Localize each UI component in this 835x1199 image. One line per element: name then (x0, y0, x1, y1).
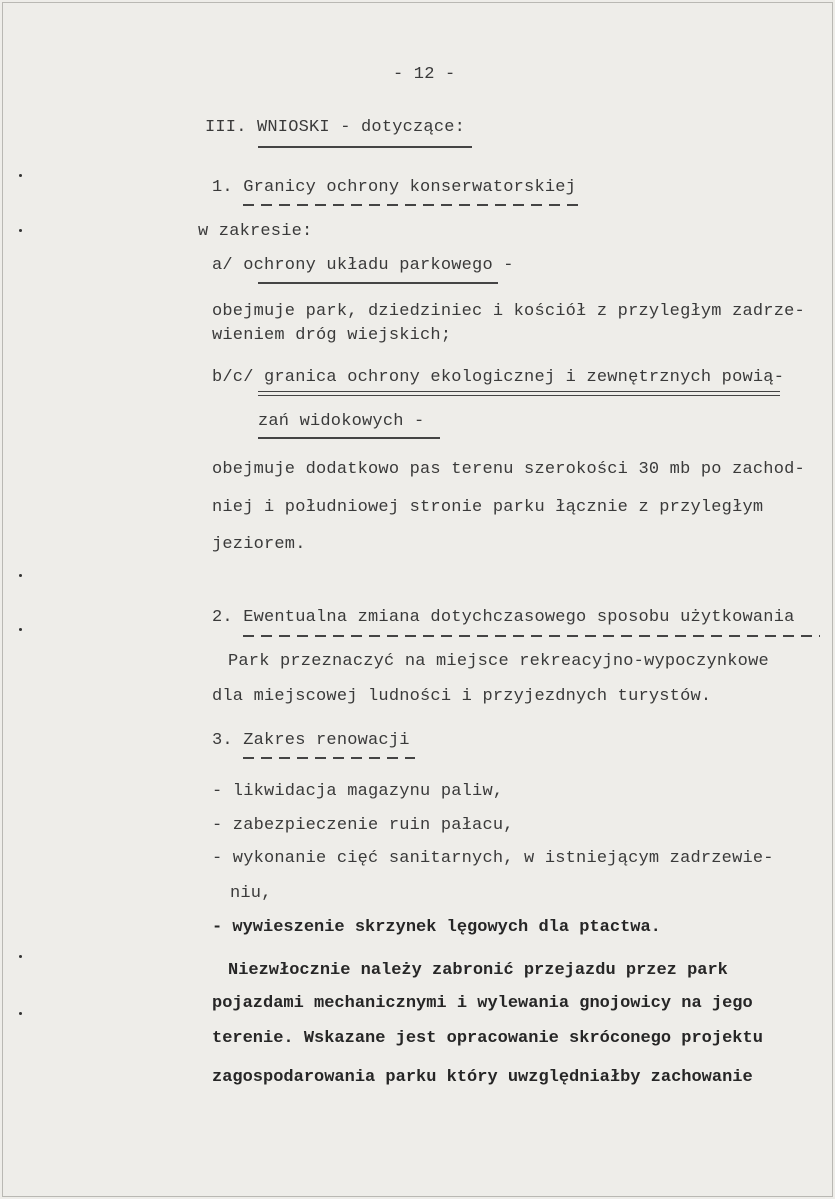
item3-list-item: - zabezpieczenie ruin pałacu, (212, 816, 514, 835)
item1a-underline (258, 282, 498, 284)
closing-line: zagospodarowania parku który uwzględniałby zachowanie (212, 1068, 753, 1087)
item1bc-underline (258, 391, 780, 396)
margin-mark (19, 955, 22, 958)
page-number: - 12 - (393, 65, 456, 84)
margin-mark (19, 229, 22, 232)
margin-mark (19, 574, 22, 577)
item2-body-line: Park przeznaczyć na miejsce rekreacyjno-wypoczynkowe (228, 652, 769, 671)
closing-line: Niezwłocznie należy zabronić przejazdu przez park (228, 961, 728, 980)
margin-mark (19, 628, 22, 631)
item1-dashed-underline (243, 204, 585, 206)
item1bc-underline-2 (258, 437, 440, 439)
item1-title: 1. Granicy ochrony konserwatorskiej (212, 178, 577, 197)
section-heading: III. WNIOSKI - dotyczące: (205, 118, 466, 137)
item3-list-item-continuation: niu, (230, 884, 272, 903)
item2-dashed-underline (243, 635, 820, 637)
item1-intro: w zakresie: (198, 222, 313, 241)
item1a-title: a/ ochrony układu parkowego - (212, 256, 514, 275)
closing-line: terenie. Wskazane jest opracowanie skróconego projektu (212, 1029, 763, 1048)
item1a-body-line: wieniem dróg wiejskich; (212, 326, 452, 345)
item3-dashed-underline (243, 757, 415, 759)
item3-list-item: - likwidacja magazynu paliw, (212, 782, 504, 801)
item2-body-line: dla miejscowej ludności i przyjezdnych turystów. (212, 687, 712, 706)
item1bc-title-line: b/c/ granica ochrony ekologicznej i zewnętrznych powią- (212, 368, 785, 387)
heading-underline (258, 146, 472, 148)
closing-line: pojazdami mechanicznymi i wylewania gnojowicy na jego (212, 994, 753, 1013)
item3-title: 3. Zakres renowacji (212, 731, 410, 750)
item1bc-body-line: obejmuje dodatkowo pas terenu szerokości 30 mb po zachod- (212, 460, 805, 479)
item1bc-body-line: niej i południowej stronie parku łącznie z przyległym (212, 498, 764, 517)
item3-list-item: - wywieszenie skrzynek lęgowych dla ptactwa. (212, 918, 661, 937)
item3-list-item: - wykonanie cięć sanitarnych, w istniejącym zadrzewie- (212, 849, 774, 868)
item1bc-title-line: zań widokowych - (258, 412, 425, 431)
margin-mark (19, 174, 22, 177)
item2-title: 2. Ewentualna zmiana dotychczasowego sposobu użytkowania (212, 608, 795, 627)
margin-mark (19, 1012, 22, 1015)
item1a-body-line: obejmuje park, dziedziniec i kościół z przyległym zadrze- (212, 302, 805, 321)
item1bc-body-line: jeziorem. (212, 535, 306, 554)
